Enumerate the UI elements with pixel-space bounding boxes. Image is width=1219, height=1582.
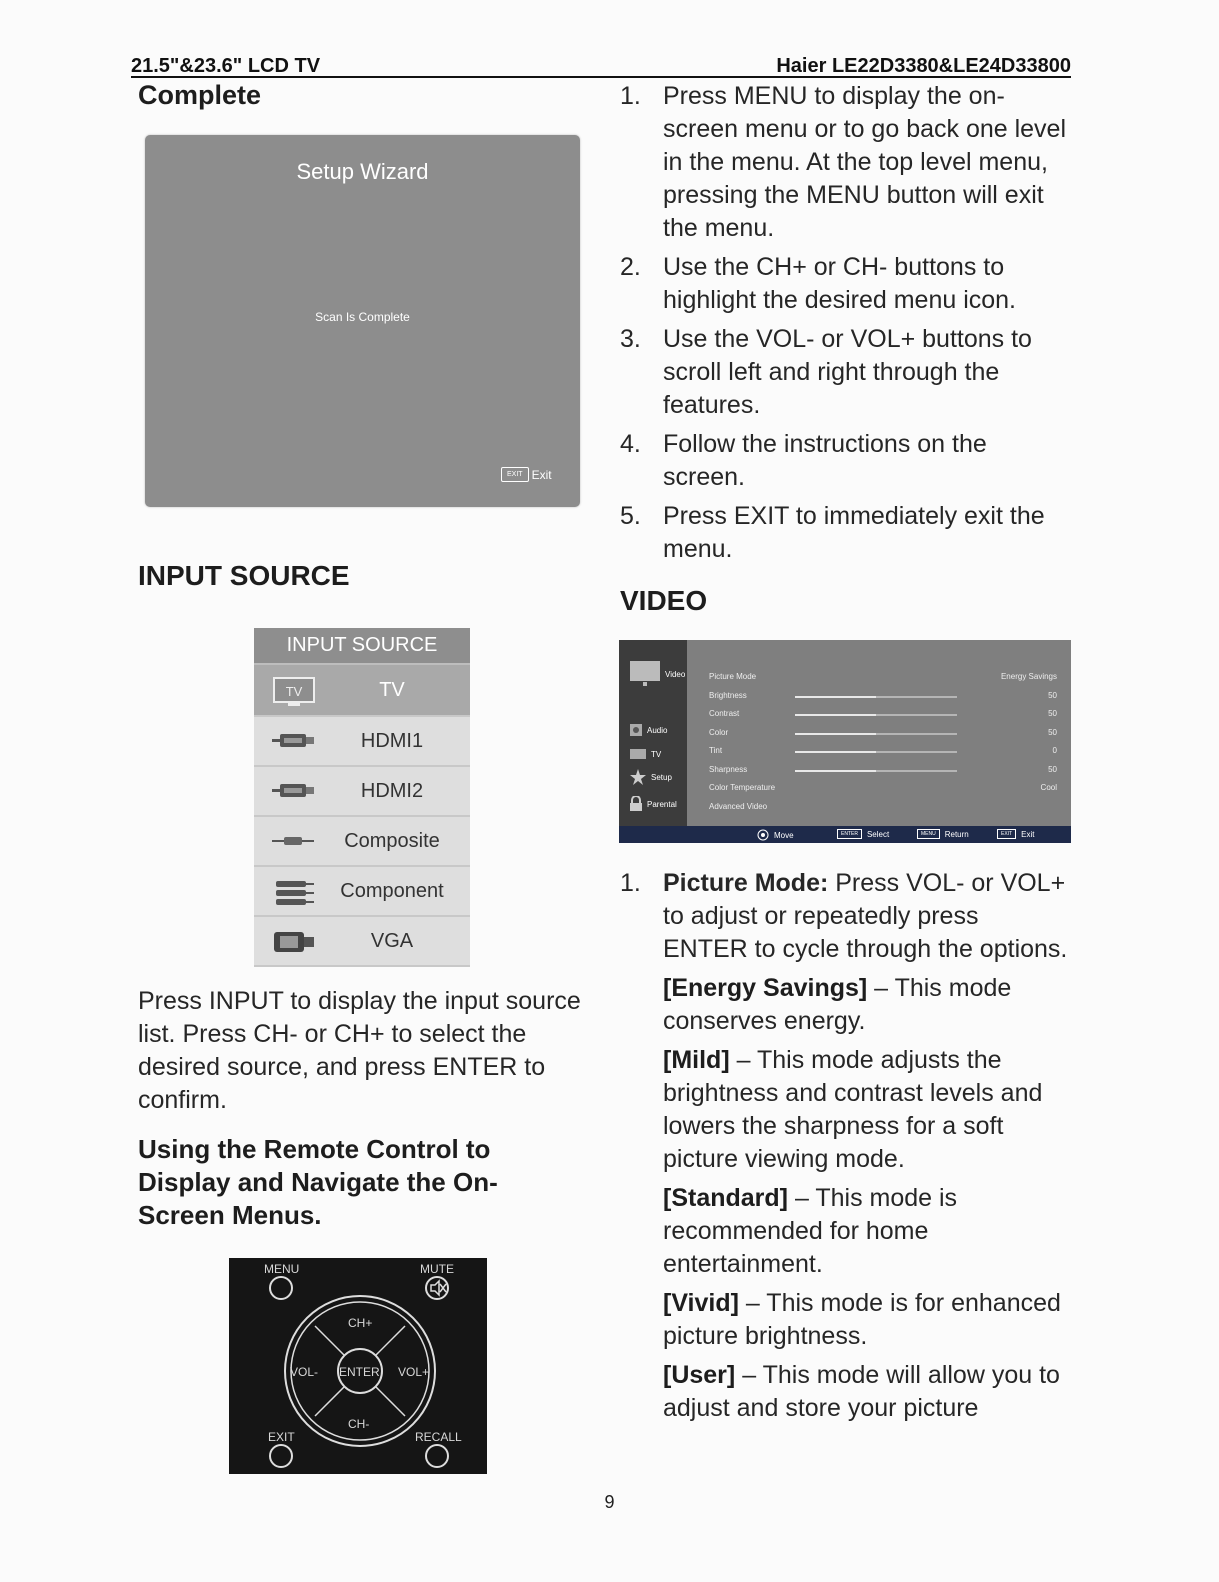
header-model-name: Haier LE22D3380&LE24D33800 bbox=[776, 55, 1071, 77]
input-item-tv[interactable] bbox=[254, 665, 470, 717]
step-text: Follow the instructions on the screen. bbox=[663, 430, 987, 491]
tv-icon-label: TV bbox=[285, 684, 303, 699]
step-text: Use the CH+ or CH- buttons to highlight the desired menu icon. bbox=[663, 253, 1017, 314]
menu-steps-list bbox=[620, 80, 1070, 572]
picture-mode-section bbox=[620, 867, 1070, 1431]
remote-vol-down-label: VOL- bbox=[290, 1365, 319, 1379]
tv-icon bbox=[272, 676, 318, 713]
step-item: 1. Press MENU to display the on-screen menu or to go back one level in the menu. At the top level menu, pressing the MENU button will exit the menu. bbox=[620, 82, 1067, 242]
slider-fill bbox=[795, 751, 876, 753]
mute-icon bbox=[431, 1281, 446, 1295]
sidebar-label: Setup bbox=[651, 772, 672, 782]
step-item: 2. Use the CH+ or CH- buttons to highlight the desired menu icon. bbox=[620, 253, 1017, 314]
page-number: 9 bbox=[604, 1492, 615, 1512]
setting-row-contrast[interactable]: Contrast 50 bbox=[709, 709, 1057, 718]
input-item-label: HDMI1 bbox=[360, 730, 424, 752]
footer-exit: EXIT Exit bbox=[997, 829, 1034, 839]
video-heading: VIDEO bbox=[620, 585, 708, 616]
step-text: Press MENU to display the on-screen menu or to go back one level in the menu. At the top level menu, pressing the MENU button will exit the menu. bbox=[663, 82, 1067, 242]
hdmi-icon bbox=[272, 728, 318, 759]
remote-menu-button bbox=[270, 1277, 292, 1299]
setting-row-color-temperature[interactable]: Color Temperature Cool bbox=[709, 783, 1057, 792]
sidebar-item-setup[interactable] bbox=[629, 768, 672, 786]
step-item: 5. Press EXIT to immediately exit the menu. bbox=[620, 502, 1045, 563]
setup-wizard-screen bbox=[145, 135, 580, 507]
input-source-menu-title: INPUT SOURCE bbox=[254, 628, 470, 665]
remote-mute-button bbox=[426, 1277, 448, 1299]
tv-icon bbox=[629, 748, 647, 760]
remote-recall-label: RECALL bbox=[415, 1430, 462, 1444]
setting-row-color[interactable]: Color 50 bbox=[709, 727, 1057, 737]
step-item: 3. Use the VOL- or VOL+ buttons to scroll left and right through the features. bbox=[620, 325, 1032, 419]
lock-icon bbox=[629, 796, 643, 812]
slider-fill bbox=[795, 714, 876, 716]
input-item-label: Composite bbox=[344, 830, 440, 852]
setting-row-advanced-video[interactable]: Advanced Video bbox=[709, 801, 768, 811]
remote-ch-up-label: CH+ bbox=[348, 1316, 373, 1330]
remote-ch-down-label: CH- bbox=[348, 1417, 370, 1431]
wizard-title: Setup Wizard bbox=[296, 159, 429, 184]
sidebar-item-audio[interactable] bbox=[629, 723, 667, 737]
input-item-label: Component bbox=[340, 880, 444, 902]
remote-enter-button bbox=[338, 1349, 382, 1393]
sidebar-label: Audio bbox=[647, 725, 668, 735]
remote-dpad-ring bbox=[285, 1296, 435, 1446]
remote-menu-label: MENU bbox=[264, 1262, 300, 1276]
setting-row-tint[interactable]: Tint 0 bbox=[709, 746, 1057, 755]
footer-move: Move bbox=[757, 829, 794, 841]
mode-standard: [Standard] – This mode is recommended for home entertainment. bbox=[663, 1184, 958, 1278]
slider-track[interactable] bbox=[795, 714, 957, 716]
input-item-component[interactable] bbox=[254, 867, 470, 917]
remote-control-image bbox=[229, 1258, 487, 1474]
remote-vol-up-label: VOL+ bbox=[398, 1365, 430, 1379]
complete-heading: Complete bbox=[138, 80, 262, 110]
slider-track[interactable] bbox=[795, 733, 957, 735]
sidebar-item-video[interactable] bbox=[629, 660, 685, 688]
exit-key-icon: EXIT bbox=[501, 467, 529, 482]
input-source-paragraph: Press INPUT to display the input source list. Press CH- or CH+ to select the desired source, and press ENTER to confirm. bbox=[138, 987, 581, 1114]
step-text: Press EXIT to immediately exit the menu. bbox=[663, 502, 1045, 563]
slider-fill bbox=[795, 770, 876, 772]
slider-track[interactable] bbox=[795, 770, 957, 772]
menu-sidebar bbox=[619, 640, 687, 826]
picture-mode-item bbox=[620, 867, 1070, 966]
header-model-size: 21.5"&23.6" LCD TV bbox=[131, 55, 321, 77]
slider-track[interactable] bbox=[795, 696, 957, 698]
footer-return: MENU Return bbox=[917, 829, 969, 839]
wizard-message: Scan Is Complete bbox=[315, 310, 410, 324]
sidebar-item-parental[interactable] bbox=[629, 796, 677, 812]
slider-fill bbox=[795, 733, 876, 735]
remote-recall-button bbox=[426, 1445, 448, 1467]
mode-mild: [Mild] – This mode adjusts the brightness and contrast levels and lowers the sharpness for a soft picture viewing mode. bbox=[663, 1046, 1043, 1173]
input-item-hdmi1[interactable] bbox=[254, 717, 470, 767]
step-item: 4. Follow the instructions on the screen. bbox=[620, 430, 987, 491]
input-item-label: HDMI2 bbox=[360, 780, 424, 802]
step-text: Use the VOL- or VOL+ buttons to scroll left and right through the features. bbox=[663, 325, 1032, 419]
picture-mode-title: Picture Mode: bbox=[663, 869, 829, 897]
monitor-icon bbox=[629, 660, 661, 688]
input-item-vga[interactable] bbox=[254, 917, 470, 967]
mode-vivid: [Vivid] – This mode is for enhanced picture brightness. bbox=[663, 1289, 1061, 1350]
sidebar-label: TV bbox=[651, 749, 662, 759]
vga-connector-icon bbox=[272, 928, 318, 961]
remote-exit-button bbox=[270, 1445, 292, 1467]
mode-user: [User] – This mode will allow you to adjust and store your picture bbox=[663, 1361, 1060, 1422]
sidebar-item-tv[interactable] bbox=[629, 748, 661, 760]
rca-cable-icon bbox=[272, 828, 318, 859]
speaker-icon bbox=[629, 723, 643, 737]
remote-enter-label: ENTER bbox=[339, 1365, 380, 1379]
wizard-exit-hint bbox=[501, 467, 552, 482]
setting-row-picture-mode[interactable]: Picture Mode Energy Savings bbox=[709, 672, 1057, 681]
sidebar-label: Video bbox=[665, 669, 686, 679]
input-item-hdmi2[interactable] bbox=[254, 767, 470, 817]
menu-footer bbox=[619, 826, 1071, 843]
slider-track[interactable] bbox=[795, 751, 957, 753]
remote-heading: Using the Remote Control to Display and Navigate the On-Screen Menus. bbox=[138, 1134, 498, 1230]
picture-mode-number: 1. bbox=[620, 869, 641, 897]
input-item-label: VGA bbox=[370, 930, 414, 952]
slider-fill bbox=[795, 696, 876, 698]
remote-exit-label: EXIT bbox=[268, 1430, 295, 1444]
star-icon bbox=[629, 768, 647, 786]
setting-row-sharpness[interactable]: Sharpness 50 bbox=[709, 764, 1057, 774]
sidebar-label: Parental bbox=[647, 799, 677, 809]
input-item-label: TV bbox=[379, 679, 405, 701]
setting-row-brightness[interactable]: Brightness 50 bbox=[709, 690, 1057, 700]
remote-mute-label: MUTE bbox=[420, 1262, 454, 1276]
wizard-exit-label: Exit bbox=[531, 467, 552, 482]
input-source-menu bbox=[254, 628, 470, 962]
video-menu-screen bbox=[619, 640, 1071, 843]
hdmi-icon bbox=[272, 778, 318, 809]
picture-mode-text: Press VOL- or VOL+ to adjust or repeatedly press ENTER to cycle through the options. bbox=[663, 869, 1068, 963]
page-header bbox=[131, 52, 1071, 78]
input-source-heading: INPUT SOURCE bbox=[138, 560, 350, 591]
mode-energy-savings: [Energy Savings] – This mode conserves energy. bbox=[663, 974, 1012, 1035]
footer-select: ENTER Select bbox=[837, 829, 889, 839]
video-settings-list bbox=[709, 670, 1059, 818]
component-cable-icon bbox=[272, 878, 318, 913]
input-item-composite[interactable] bbox=[254, 817, 470, 867]
dpad-icon bbox=[757, 829, 769, 841]
